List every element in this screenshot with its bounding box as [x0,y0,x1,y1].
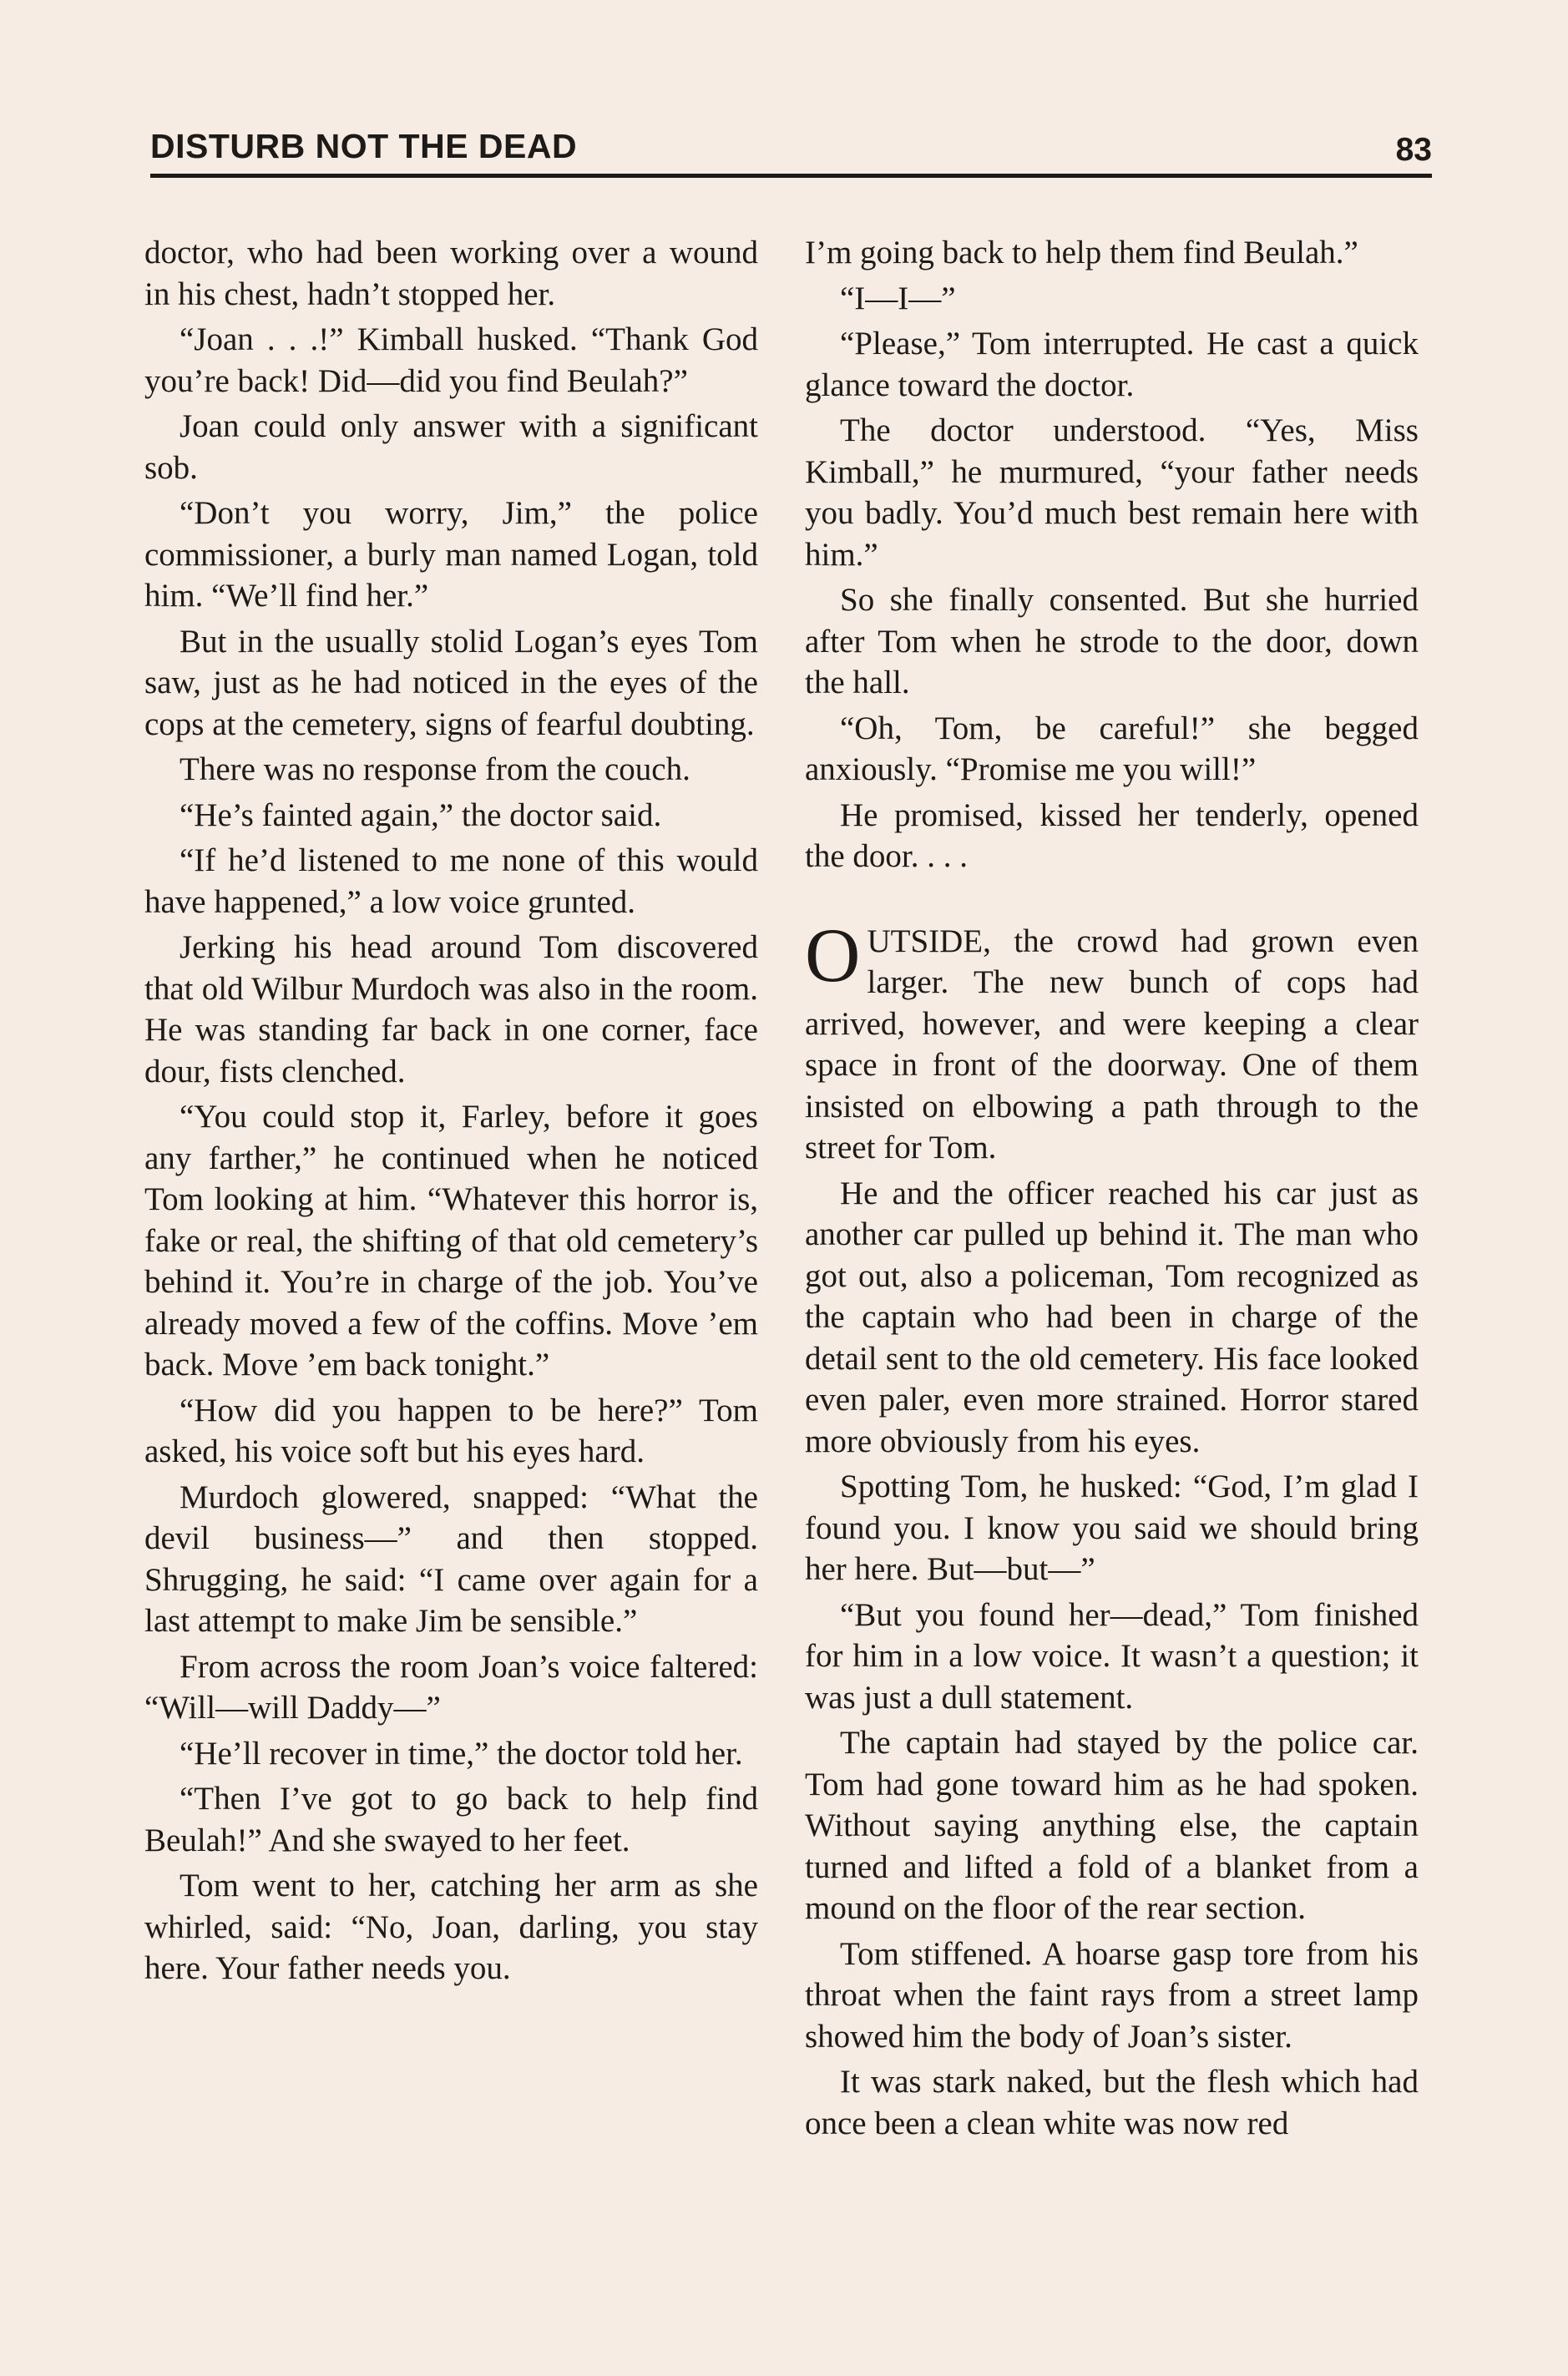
paragraph: “He’s fainted again,” the doctor said. [180,796,662,833]
paragraph: Spotting Tom, he husked: “God, I’m glad I found you. I know you said we should bring her here. But—but—” [805,1469,1419,1587]
section-opening-paragraph [805,912,1419,1169]
paragraph: It was stark naked, but the flesh which had once been a clean white was now red [805,2064,1419,2141]
drop-cap: O [805,912,861,998]
paragraph: I’m going back to help them find Beulah.” [805,235,1358,270]
running-title: DISTURB NOT THE DEAD [150,127,578,165]
paragraph: “Joan . . .!” Kimball husked. “Thank God you’re back! Did—did you find Beulah?” [144,321,758,399]
paragraph: “He’ll recover in time,” the doctor told her. [180,1735,743,1772]
page-number: 83 [1395,132,1432,168]
paragraph: Joan could only answer with a significant sob. [144,408,758,486]
paragraph: But in the usually stolid Logan’s eyes Tom saw, just as he had noticed in the eyes of the cops at the cemetery, signs of fearful doubting. [144,623,758,742]
paragraph: He promised, kissed her tenderly, opened the door. . . . [805,796,1419,874]
paragraph: “You could stop it, Farley, before it goes any farther,” he continued when he noticed Tom looking at him. “Whatever this horror is, fake or real, the shifting of that old cemetery’s behind it. You’re in charge of the job. You’ve already moved a few of the coffins. Move ’em back. Move ’em back tonight.” [144,1099,758,1383]
paragraph: Tom stiffened. A hoarse gasp tore from his throat when the faint rays from a street lamp showed him the body of Joan’s sister. [805,1935,1419,2055]
right-column [805,232,1419,2148]
paragraph: So she finally consented. But she hurried after Tom when he strode to the door, down the hall. [805,582,1419,700]
paragraph: From across the room Joan’s voice faltered: “Will—will Daddy—” [144,1648,758,1726]
paragraph: There was no response from the couch. [180,751,690,787]
paragraph: “But you found her—dead,” Tom finished for him in a low voice. It wasn’t a question; it was just a dull statement. [805,1596,1419,1716]
paragraph: The captain had stayed by the police car. Tom had gone toward him as he had spoken. Without saying anything else, the captain turned and lifted a fold of a blanket from a mound on the floor of the rear section. [805,1725,1419,1926]
paragraph: “If he’d listened to me none of this would have happened,” a low voice grunted. [144,842,758,920]
section-opening-text: UTSIDE, the crowd had grown even larger. The new bunch of cops had arrived, however, and were keeping a clear space in front of the doorway. One of them insisted on elbowing a path through to the street for Tom. [805,923,1419,1165]
left-column [144,232,758,1994]
paragraph: He and the officer reached his car just as another car pulled up behind it. The man who got out, also a policeman, Tom recognized as the captain who had been in charge of the detail sent to the old cemetery. His face looked even paler, even more strained. Horror stared more obviously from his eyes. [805,1175,1419,1459]
paragraph: doctor, who had been working over a wound in his chest, hadn’t stopped her. [144,235,758,312]
paragraph: “I—I—” [840,280,956,316]
paragraph: The doctor understood. “Yes, Miss Kimball,” he murmured, “your father needs you badly. You’d much best remain here with him.” [805,412,1419,573]
paragraph: Jerking his head around Tom discovered that old Wilbur Murdoch was also in the room. He was standing far back in one corner, face dour, fists clenched. [144,929,758,1089]
paragraph: “Don’t you worry, Jim,” the police commissioner, a burly man named Logan, told him. “We’ll find her.” [144,495,758,614]
running-head [150,125,1432,178]
paragraph: “Oh, Tom, be careful!” she begged anxiously. “Promise me you will!” [805,710,1419,787]
paragraph: Tom went to her, catching her arm as she whirled, said: “No, Joan, darling, you stay here. Your father needs you. [144,1868,758,1986]
paragraph: “Please,” Tom interrupted. He cast a quick glance toward the doctor. [805,326,1419,403]
paragraph: “Then I’ve got to go back to help find Beulah!” And she swayed to her feet. [144,1781,758,1858]
paragraph: Murdoch glowered, snapped: “What the devil business—” and then stopped. Shrugging, he said: “I came over again for a last attempt to make Jim be sensible.” [144,1479,758,1639]
paragraph: “How did you happen to be here?” Tom asked, his voice soft but his eyes hard. [144,1392,758,1469]
